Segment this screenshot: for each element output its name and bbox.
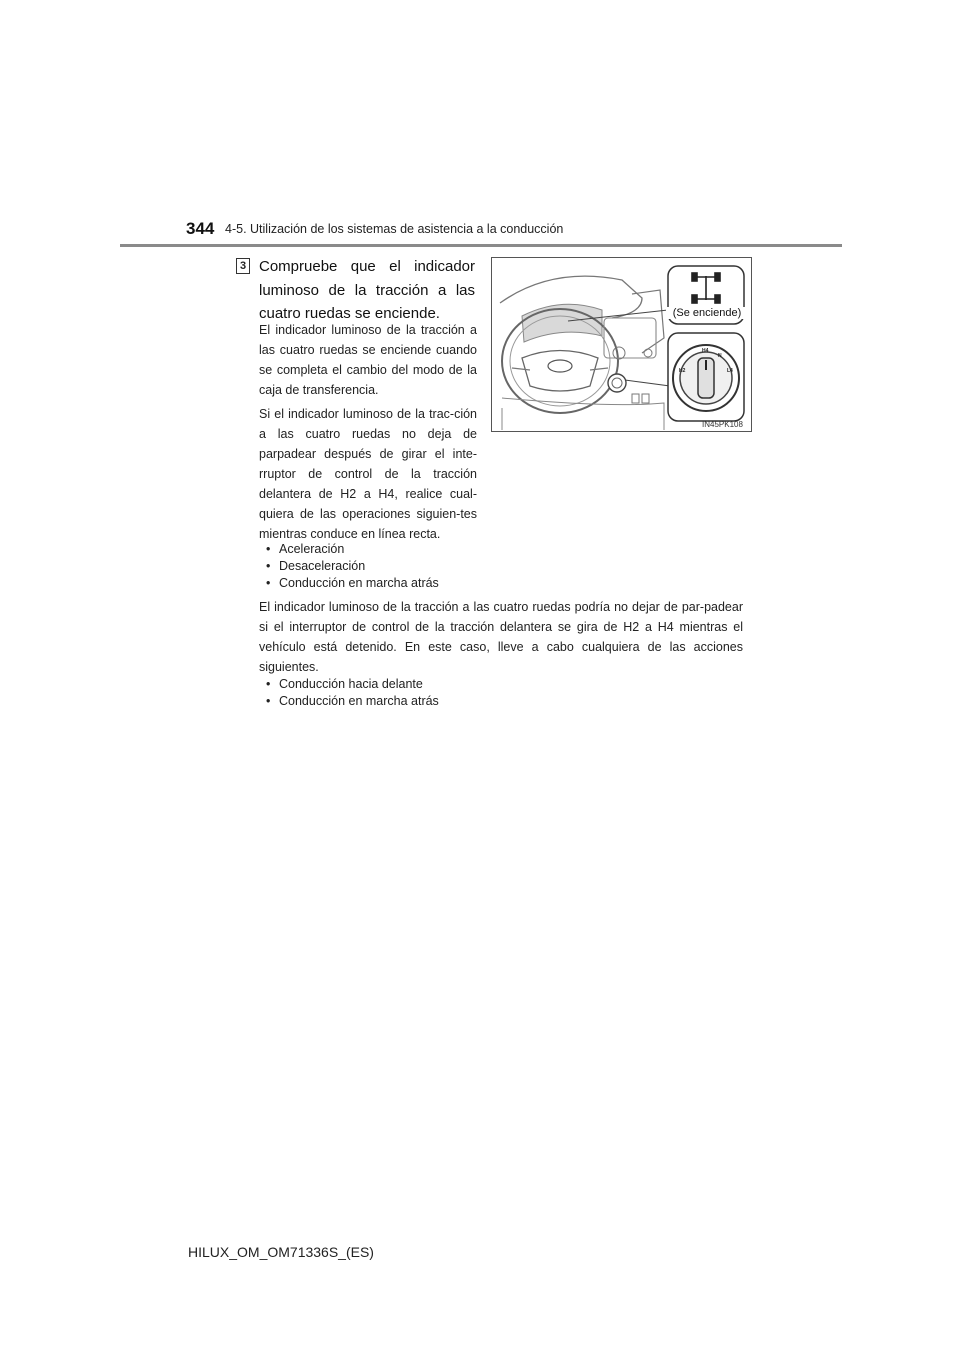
header-rule — [120, 244, 842, 247]
dial-label-h2: H2 — [679, 368, 686, 374]
paragraph-indicator-blinking: Si el indicador luminoso de la trac-ción a las cuatro ruedas no deja de parpadear después de girar el inte-rruptor de control de la tracción delantera de H2 a H4, realice cual-quiera de las operaciones siguien-tes mientras conduce en línea recta. — [259, 407, 477, 541]
list-item: • Desaceleración — [266, 559, 366, 573]
document-code: HILUX_OM_OM71336S_(ES) — [188, 1244, 374, 1260]
figure-code: IN45PK108 — [702, 420, 743, 429]
paragraph-vehicle-stopped: El indicador luminoso de la tracción a las cuatro ruedas podría no dejar de par-padear si el interruptor de control de la tracción delantera se gira de H2 a H4 mientras el vehículo está detenido. En este caso, lleve a cabo cualquiera de las acciones siguientes. — [259, 600, 743, 674]
step-title: Compruebe que el indicador luminoso de la tracción a las cuatro ruedas se enciende. — [259, 258, 475, 322]
paragraph-indicator-on: El indicador luminoso de la tracción a las cuatro ruedas se enciende cuando se completa el cambio del modo de la caja de transferencia. — [259, 323, 477, 397]
list-item: • Conducción en marcha atrás — [266, 694, 439, 708]
dashboard-illustration — [491, 257, 752, 432]
list-item: • Conducción hacia delante — [266, 677, 423, 691]
dashboard-drawing — [492, 258, 751, 431]
list-item: • Aceleración — [266, 542, 345, 556]
dial-label-l4: L4 — [727, 368, 733, 374]
page-number: 344 — [186, 219, 215, 238]
list-item: • Conducción en marcha atrás — [266, 576, 439, 590]
dial-label-h4: H4 — [702, 348, 709, 354]
callout-label: (Se enciende) — [666, 307, 748, 319]
step-number-badge: 3 — [236, 258, 250, 274]
section-title: 4-5. Utilización de los sistemas de asistencia a la conducción — [225, 222, 564, 236]
bullet-list-stopped-actions — [266, 676, 439, 710]
bullet-list-actions — [266, 541, 439, 592]
dial-label-n: N — [718, 353, 722, 359]
